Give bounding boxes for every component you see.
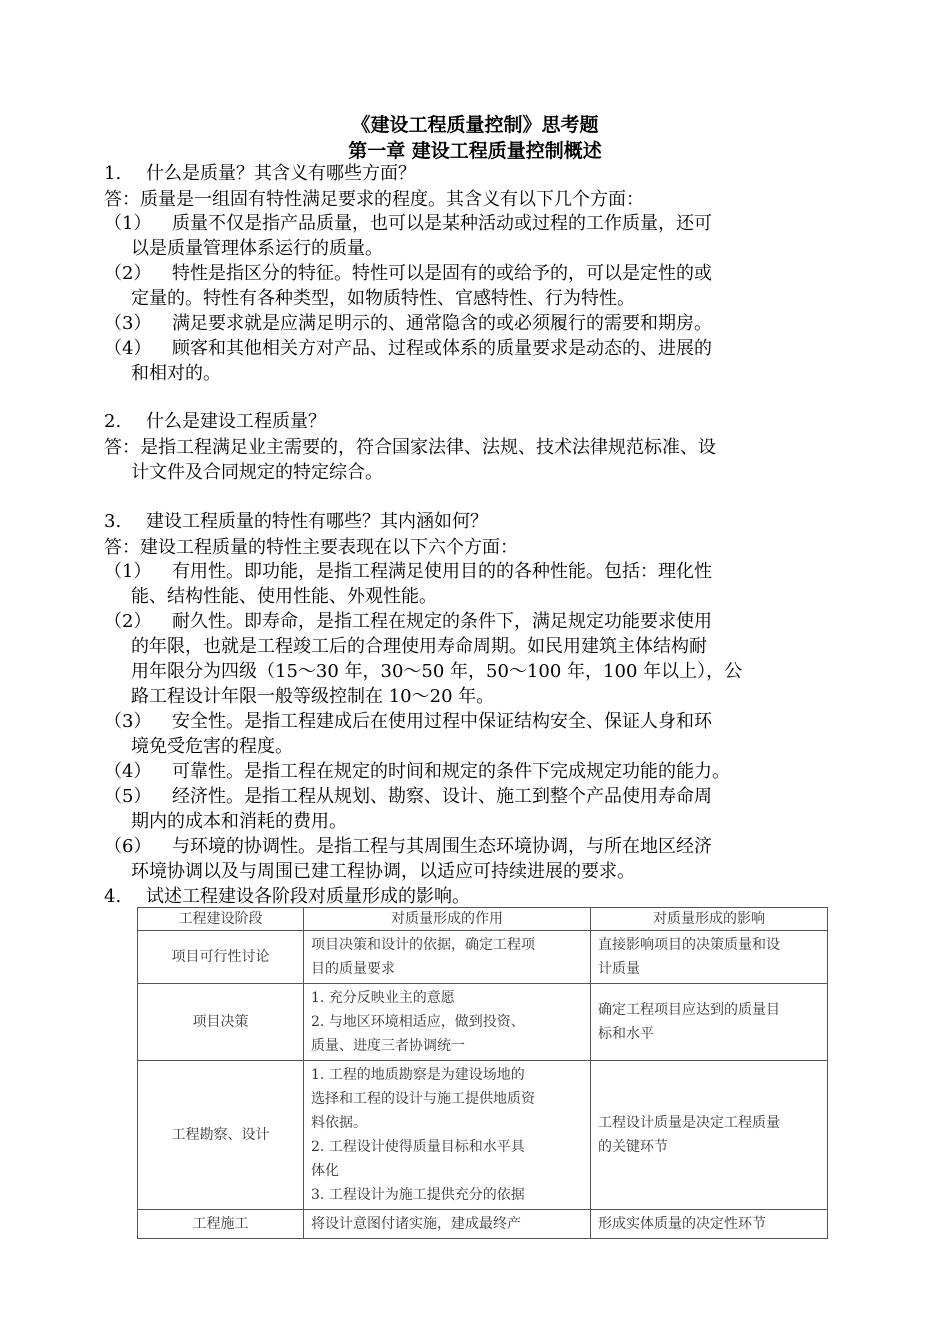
table-row (138, 1061, 828, 1210)
table-row (138, 931, 828, 984)
impact-cell (591, 984, 828, 1061)
answer-prefix: 答： (104, 189, 140, 210)
role-cell (304, 1210, 591, 1239)
question-number: 2. (104, 411, 122, 432)
item-number: （1） (104, 213, 152, 234)
table-header-row (138, 908, 828, 931)
item-text: 满足要求就是应满足明示的、通常隐含的或必须履行的需要和期房。 (172, 313, 712, 334)
list-item (104, 609, 712, 635)
table-row (138, 1210, 828, 1239)
item-text-continued: 路工程设计年限一般等级控制在 10～20 年。 (131, 686, 495, 707)
cell-line: 体化 (311, 1163, 339, 1179)
cell-line: 2. 工程设计使得质量目标和水平具 (311, 1139, 525, 1155)
stage-quality-table (137, 907, 828, 1239)
list-item (104, 211, 712, 237)
item-number: （3） (104, 711, 152, 732)
answer-text-continued: 计文件及合同规定的特定综合。 (131, 462, 383, 483)
item-text-continued: 环境协调以及与周围已建工程协调，以适应可持续进展的要求。 (131, 861, 635, 882)
item-text-continued: 和相对的。 (131, 363, 221, 384)
item-text: 质量不仅是指产品质量，也可以是某种活动或过程的工作质量，还可 (172, 213, 712, 234)
list-item (104, 311, 712, 337)
cell-line: 工程设计质量是决定工程质量 (598, 1115, 780, 1131)
column-header: 工程建设阶段 (138, 908, 304, 931)
cell-line: 1. 工程的地质勘察是为建设场地的 (311, 1067, 525, 1083)
answer-1 (104, 187, 644, 213)
impact-cell (591, 931, 828, 984)
item-text: 可靠性。是指工程在规定的时间和规定的条件下完成规定功能的能力。 (172, 761, 730, 782)
item-number: （3） (104, 313, 152, 334)
answer-text: 质量是一组固有特性满足要求的程度。其含义有以下几个方面： (140, 189, 644, 210)
item-number: （2） (104, 611, 152, 632)
item-text: 安全性。是指工程建成后在使用过程中保证结构安全、保证人身和环 (172, 711, 712, 732)
question-3 (104, 509, 488, 535)
cell-line: 项目决策和设计的依据，确定工程项 (311, 937, 535, 953)
cell-line: 形成实体质量的决定性环节 (598, 1216, 766, 1232)
impact-cell (591, 1061, 828, 1210)
cell-line: 料依据。 (311, 1115, 367, 1131)
item-number: （4） (104, 761, 152, 782)
cell-line: 的关键环节 (598, 1139, 668, 1155)
list-item (104, 759, 730, 785)
cell-line: 质量、进度三者协调统一 (311, 1038, 465, 1054)
item-text-continued: 的年限，也就是工程竣工后的合理使用寿命周期。如民用建筑主体结构耐 (131, 636, 707, 657)
role-cell (304, 931, 591, 984)
role-cell (304, 984, 591, 1061)
cell-line: 1. 充分反映业主的意愿 (311, 990, 455, 1006)
stage-cell: 项目决策 (138, 984, 304, 1061)
item-text: 耐久性。即寿命，是指工程在规定的条件下，满足规定功能要求使用 (172, 611, 712, 632)
impact-cell (591, 1210, 828, 1239)
question-text: 什么是建设工程质量？ (146, 411, 326, 432)
item-number: （6） (104, 836, 152, 857)
document-title: 《建设工程质量控制》思考题 (351, 114, 599, 136)
question-number: 1. (104, 163, 122, 184)
cell-line: 2. 与地区环境相适应，做到投资、 (311, 1014, 525, 1030)
chapter-title: 第一章 建设工程质量控制概述 (348, 140, 602, 162)
question-number: 3. (104, 511, 122, 532)
stage-cell: 项目可行性讨论 (138, 931, 304, 984)
list-item (104, 834, 712, 860)
list-item (104, 336, 712, 362)
question-2 (104, 409, 326, 435)
item-number: （5） (104, 786, 152, 807)
item-text: 经济性。是指工程从规划、勘察、设计、施工到整个产品使用寿命周 (172, 786, 712, 807)
stage-cell: 工程施工 (138, 1210, 304, 1239)
question-number: 4. (104, 886, 122, 907)
item-text-continued: 期内的成本和消耗的费用。 (131, 811, 347, 832)
item-text-continued: 境免受危害的程度。 (131, 736, 293, 757)
item-number: （1） (104, 561, 152, 582)
column-header: 对质量形成的影响 (591, 908, 828, 931)
list-item (104, 559, 712, 585)
cell-line: 直接影响项目的决策质量和设 (598, 937, 780, 953)
item-text: 有用性。即功能，是指工程满足使用目的的各种性能。包括：理化性 (172, 561, 712, 582)
question-text: 试述工程建设各阶段对质量形成的影响。 (146, 886, 470, 907)
item-text: 顾客和其他相关方对产品、过程或体系的质量要求是动态的、进展的 (172, 338, 712, 359)
item-text: 与环境的协调性。是指工程与其周围生态环境协调，与所在地区经济 (172, 836, 712, 857)
answer-text: 是指工程满足业主需要的，符合国家法律、法规、技术法律规范标准、设 (140, 437, 716, 458)
item-text-continued: 用年限分为四级（15～30 年，30～50 年，50～100 年，100 年以上），公 (131, 661, 743, 682)
cell-line: 选择和工程的设计与施工提供地质资 (311, 1091, 535, 1107)
answer-3 (104, 535, 518, 561)
table-row (138, 984, 828, 1061)
item-text-continued: 能、结构性能、使用性能、外观性能。 (131, 586, 437, 607)
cell-line: 计质量 (598, 961, 640, 977)
cell-line: 标和水平 (598, 1026, 654, 1042)
item-text: 特性是指区分的特征。特性可以是固有的或给予的，可以是定性的或 (172, 263, 712, 284)
answer-prefix: 答： (104, 437, 140, 458)
question-1 (104, 161, 416, 187)
list-item (104, 784, 712, 810)
question-text: 建设工程质量的特性有哪些？其内涵如何？ (146, 511, 488, 532)
stage-cell: 工程勘察、设计 (138, 1061, 304, 1210)
cell-line: 目的质量要求 (311, 961, 395, 977)
role-cell (304, 1061, 591, 1210)
list-item (104, 261, 712, 287)
answer-text: 建设工程质量的特性主要表现在以下六个方面： (140, 537, 518, 558)
item-number: （4） (104, 338, 152, 359)
item-text-continued: 定量的。特性有各种类型，如物质特性、官感特性、行为特性。 (131, 288, 635, 309)
list-item (104, 709, 712, 735)
column-header: 对质量形成的作用 (304, 908, 591, 931)
answer-prefix: 答： (104, 537, 140, 558)
question-text: 什么是质量？其含义有哪些方面？ (146, 163, 416, 184)
answer-2 (104, 435, 716, 461)
cell-line: 3. 工程设计为施工提供充分的依据 (311, 1187, 525, 1203)
item-text-continued: 以是质量管理体系运行的质量。 (131, 238, 383, 259)
cell-line: 将设计意图付诸实施，建成最终产 (311, 1216, 521, 1232)
item-number: （2） (104, 263, 152, 284)
cell-line: 确定工程项目应达到的质量目 (598, 1002, 780, 1018)
